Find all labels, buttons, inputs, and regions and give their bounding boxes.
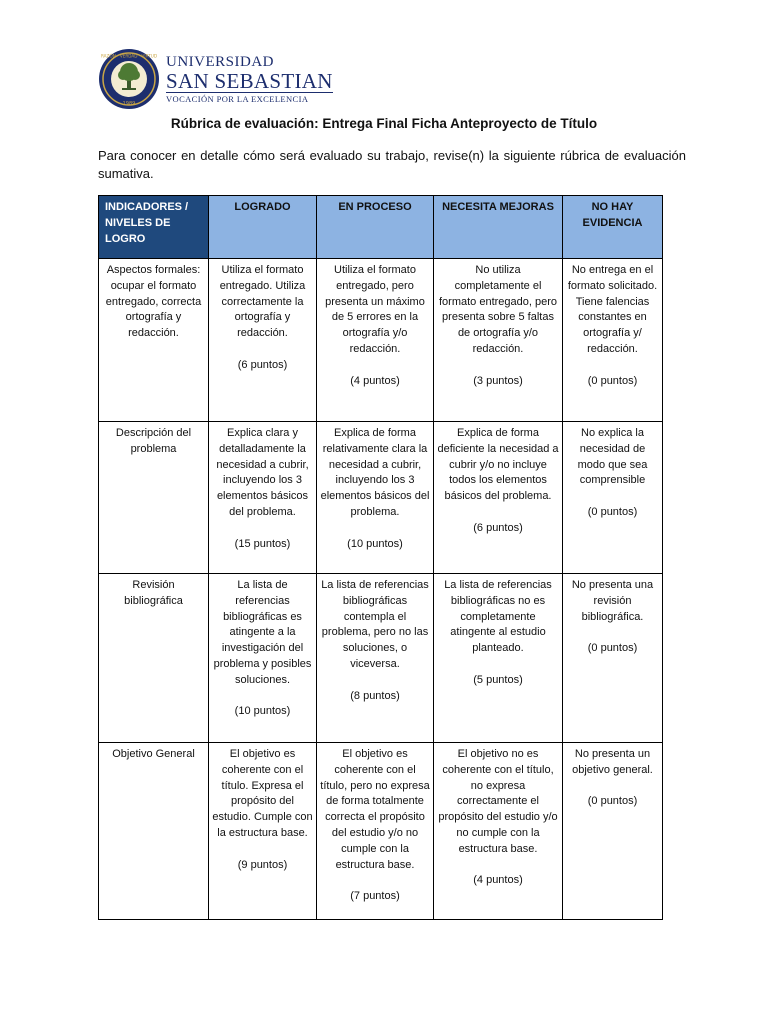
seal-year: 1989 [122, 101, 136, 107]
logrado-cell: La lista de referencias bibliográficas es atingente a la investigación del problema y posibles soluciones. (10 puntos) [209, 574, 317, 743]
no-hay-evidencia-cell: No presenta un objetivo general. (0 puntos) [563, 743, 663, 920]
no-hay-evidencia-cell: No explica la necesidad de modo que sea comprensible (0 puntos) [563, 422, 663, 574]
table-row [99, 259, 663, 422]
seal-motto: RAZÓN · VERDAD · VIRTUD [100, 53, 158, 59]
necesita-mejoras-cell: La lista de referencias bibliográficas no es completamente atingente al estudio planteado. (5 puntos) [434, 574, 563, 743]
university-logo [98, 48, 333, 110]
table-row [99, 574, 663, 743]
table-header-row [99, 196, 663, 259]
necesita-mejoras-cell: Explica de forma deficiente la necesidad a cubrir y/o no incluye todos los elementos básicos del problema. (6 puntos) [434, 422, 563, 574]
logrado-cell: Utiliza el formato entregado. Utiliza correctamente la ortografía y redacción. (6 puntos) [209, 259, 317, 422]
logrado-cell: Explica clara y detalladamente la necesidad a cubrir, incluyendo los 3 elementos básicos del problema. (15 puntos) [209, 422, 317, 574]
logo-tagline: VOCACIÓN POR LA EXCELENCIA [166, 92, 333, 105]
header-indicadores: INDICADORES / NIVELES DE LOGRO [99, 196, 209, 259]
indicator-cell: Descripción del problema [99, 422, 209, 574]
rubric-table [98, 195, 663, 920]
table-row [99, 743, 663, 920]
document-title: Rúbrica de evaluación: Entrega Final Ficha Anteproyecto de Título [170, 116, 598, 131]
en-proceso-cell: La lista de referencias bibliográficas contempla el problema, pero no las soluciones, o viceversa. (8 puntos) [317, 574, 434, 743]
header-logrado: LOGRADO [209, 196, 317, 259]
no-hay-evidencia-cell: No presenta una revisión bibliográfica. (0 puntos) [563, 574, 663, 743]
en-proceso-cell: Explica de forma relativamente clara la necesidad a cubrir, incluyendo los 3 elementos básicos del problema. (10 puntos) [317, 422, 434, 574]
logo-wordmark [166, 54, 333, 105]
logrado-cell: El objetivo es coherente con el título. Expresa el propósito del estudio. Cumple con la estructura base. (9 puntos) [209, 743, 317, 920]
logo-line-name: SAN SEBASTIAN [166, 68, 333, 93]
necesita-mejoras-cell: No utiliza completamente el formato entregado, pero presenta sobre 5 faltas de ortografía y/o redacción. (3 puntos) [434, 259, 563, 422]
header-en-proceso: EN PROCESO [317, 196, 434, 259]
logo-line-universidad: UNIVERSIDAD [166, 53, 274, 70]
table-row [99, 422, 663, 574]
header-necesita-mejoras: NECESITA MEJORAS [434, 196, 563, 259]
no-hay-evidencia-cell: No entrega en el formato solicitado. Tiene falencias constantes en ortografía y/ redacción. (0 puntos) [563, 259, 663, 422]
indicator-cell: Aspectos formales: ocupar el formato entregado, correcta ortografía y redacción. [99, 259, 209, 422]
en-proceso-cell: Utiliza el formato entregado, pero presenta un máximo de 5 errores en la ortografía y/o redacción. (4 puntos) [317, 259, 434, 422]
indicator-cell: Objetivo General [99, 743, 209, 920]
necesita-mejoras-cell: El objetivo no es coherente con el título, no expresa correctamente el propósito del estudio y/o no cumple con la estructura base. (4 puntos) [434, 743, 563, 920]
intro-paragraph: Para conocer en detalle cómo será evaluado su trabajo, revise(n) la siguiente rúbrica de evaluación sumativa. [98, 148, 686, 181]
indicator-cell: Revisión bibliográfica [99, 574, 209, 743]
en-proceso-cell: El objetivo es coherente con el título, pero no expresa de forma totalmente correcta el propósito del estudio y/o no cumple con la estructura base. (7 puntos) [317, 743, 434, 920]
university-seal-icon [98, 48, 160, 110]
header-no-hay-evidencia: NO HAY EVIDENCIA [563, 196, 663, 259]
